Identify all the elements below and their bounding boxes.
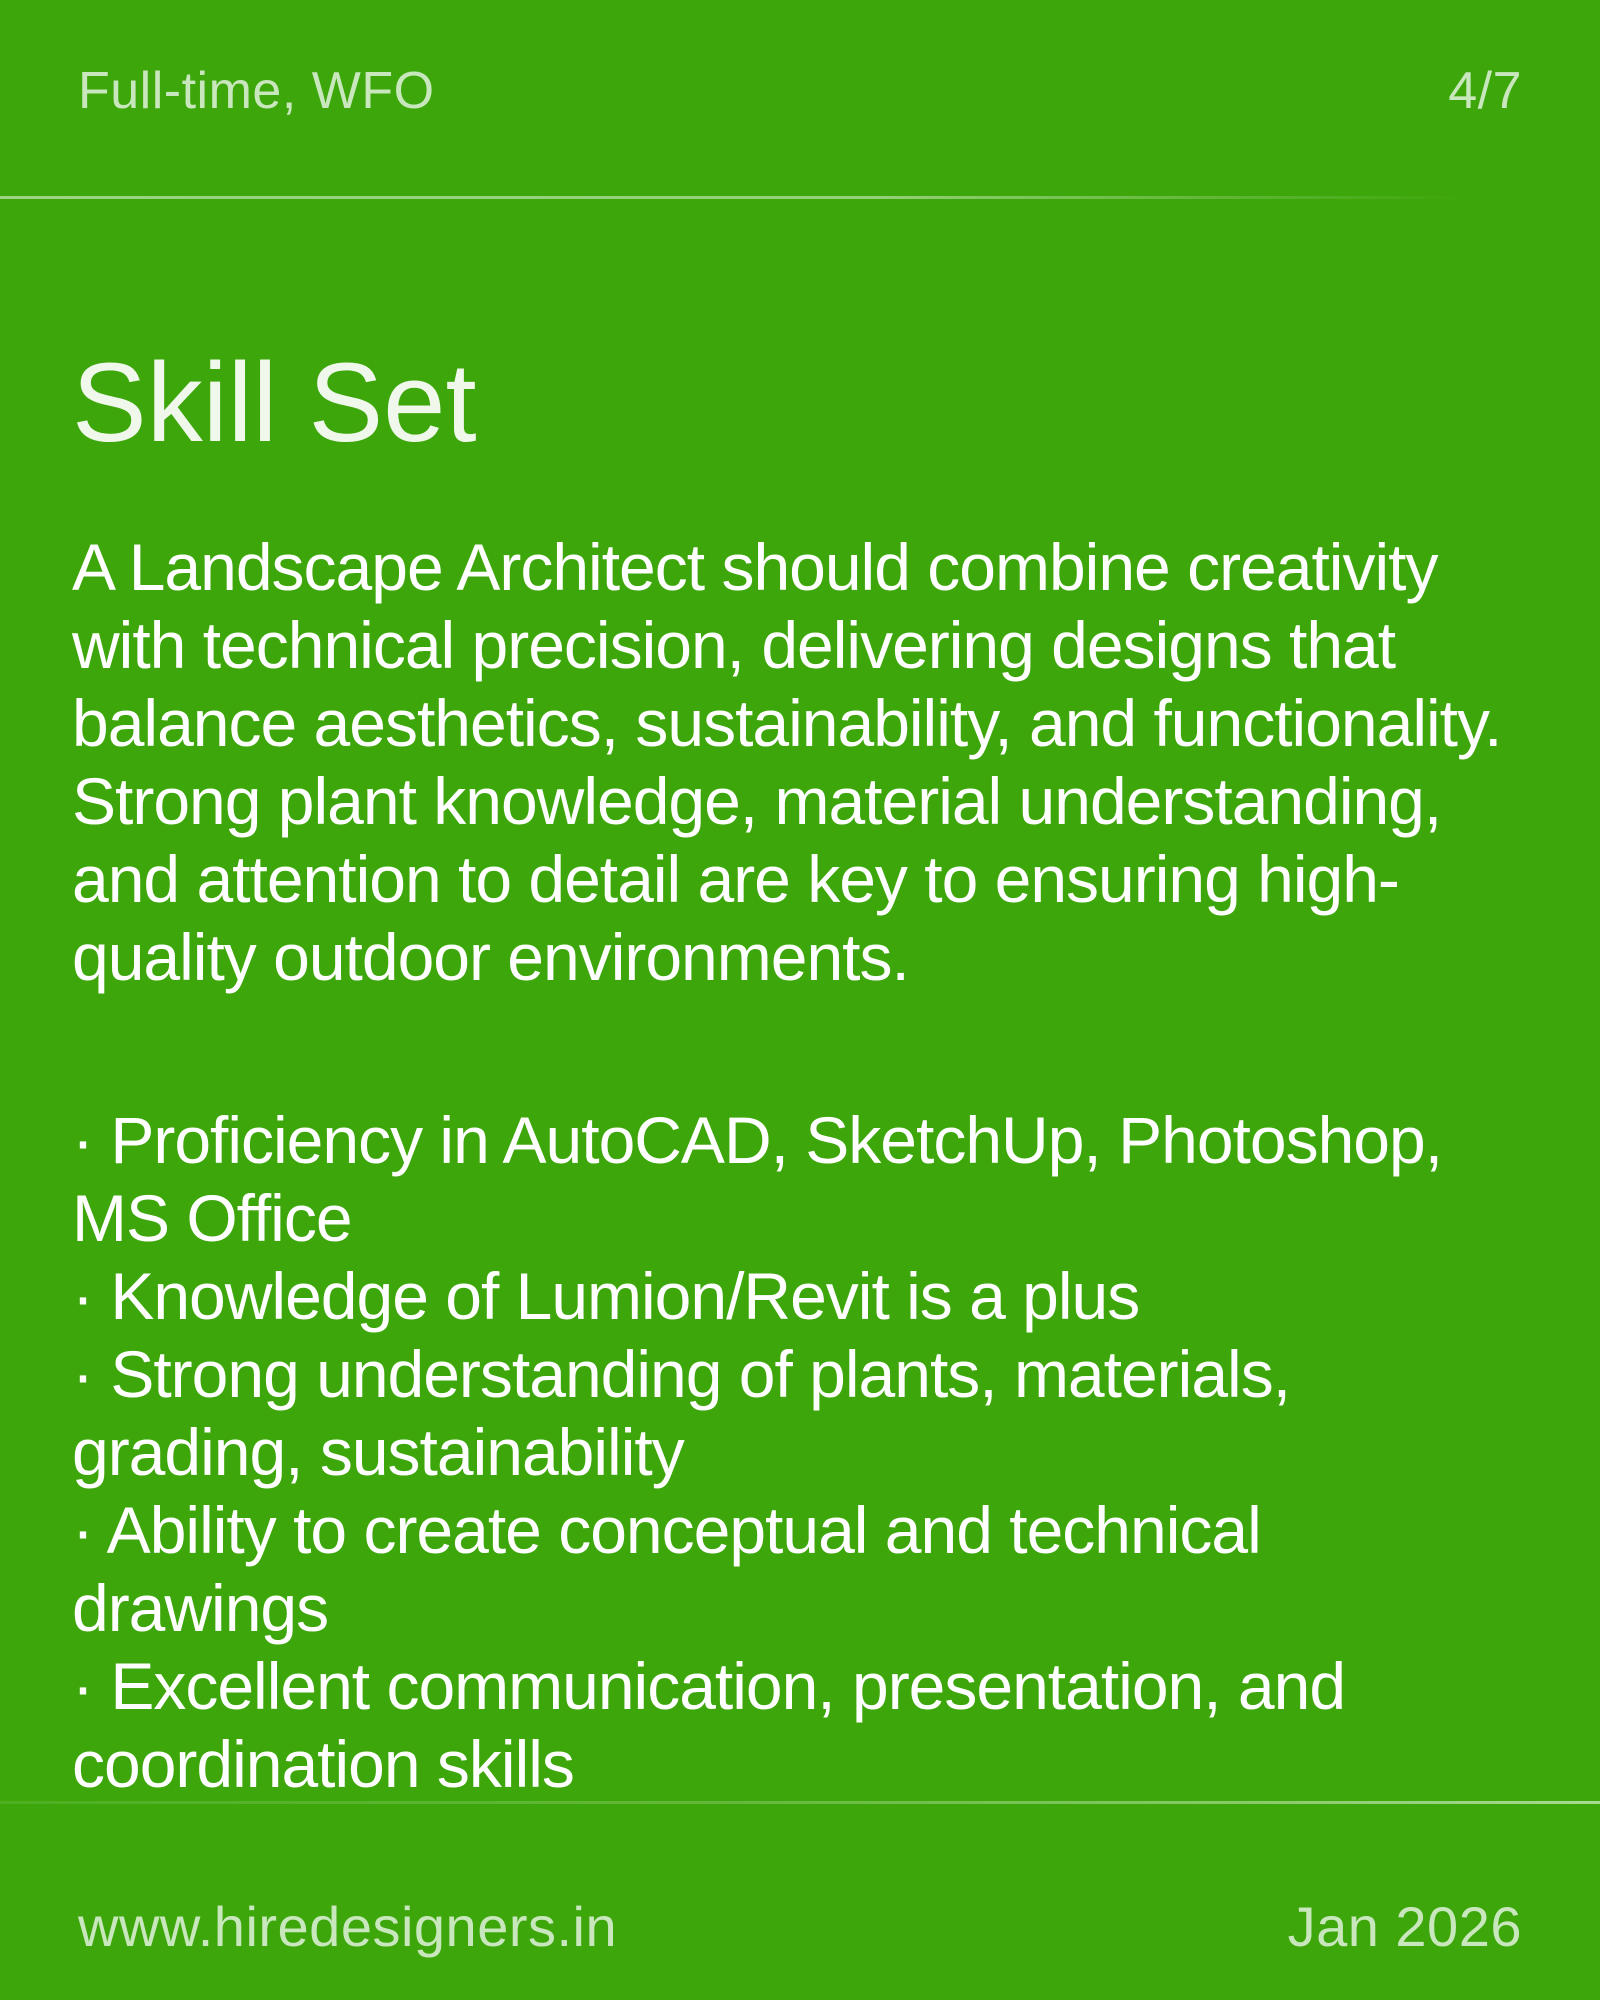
skill-item: · Ability to create conceptual and technical drawings (72, 1493, 1261, 1645)
skills-list (72, 1101, 1534, 1803)
employment-type-label: Full-time, WFO (78, 62, 435, 120)
skill-item: · Strong understanding of plants, materials, grading, sustainability (72, 1337, 1291, 1489)
skill-item: · Proficiency in AutoCAD, SketchUp, Photoshop, MS Office (72, 1103, 1443, 1255)
website-url: www.hiredesigners.in (78, 1895, 618, 1958)
footer (0, 1893, 1600, 1960)
job-description: A Landscape Architect should combine creativity with technical precision, delivering designs that balance aesthetics, sustainability, and functionality. Strong plant knowledge, material understanding, and attention to detail are key to ensuring high-quality outdoor environments. (72, 530, 1502, 994)
skill-item: · Excellent communication, presentation, and coordination skills (72, 1649, 1346, 1801)
header (0, 60, 1600, 122)
issue-date: Jan 2026 (1287, 1895, 1522, 1958)
page-indicator: 4/7 (1448, 62, 1522, 120)
skill-item: · Knowledge of Lumion/Revit is a plus (72, 1259, 1140, 1333)
header-divider (0, 196, 1600, 199)
footer-divider (0, 1801, 1600, 1804)
page-title: Skill Set (72, 340, 477, 465)
